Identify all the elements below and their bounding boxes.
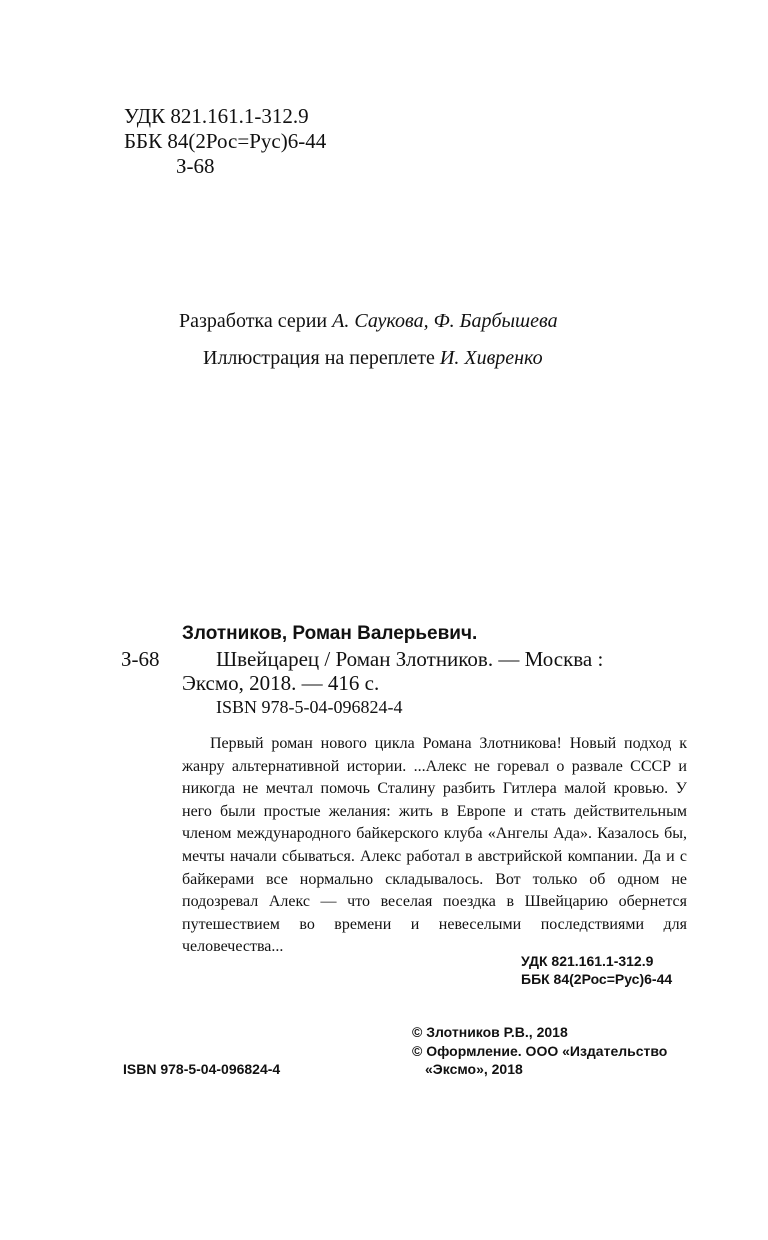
author-heading: Злотников, Роман Валерьевич.: [182, 623, 478, 644]
copyright-design-line1: © Оформление. ООО «Издательство: [412, 1043, 668, 1059]
footer-udk-code: УДК 821.161.1-312.9: [521, 953, 654, 969]
copyright-author: © Злотников Р.В., 2018: [412, 1024, 568, 1040]
copyright-design-line2: «Эксмо», 2018: [425, 1061, 523, 1077]
illustration-label: Иллюстрация на переплете: [203, 347, 435, 369]
bib-description-line1: Швейцарец / Роман Злотников. — Москва :: [216, 647, 604, 671]
series-design-label: Разработка серии: [179, 310, 328, 332]
author-mark: З-68: [121, 647, 160, 671]
series-design-credit: [179, 309, 558, 333]
bbk-code: ББК 84(2Рос=Рус)6-44: [124, 129, 327, 153]
illustration-name: И. Хивренко: [439, 347, 543, 369]
author-mark-top: З-68: [176, 154, 215, 178]
udk-code: УДК 821.161.1-312.9: [124, 104, 309, 128]
footer-isbn: ISBN 978-5-04-096824-4: [123, 1061, 281, 1077]
illustration-credit: [203, 346, 543, 370]
series-design-names: А. Саукова, Ф. Барбышева: [332, 310, 558, 332]
bib-description-line2: Эксмо, 2018. — 416 с.: [182, 671, 380, 695]
footer-bbk-code: ББК 84(2Рос=Рус)6-44: [521, 971, 673, 987]
bib-isbn: ISBN 978-5-04-096824-4: [216, 697, 403, 717]
annotation: Первый роман нового цикла Романа Злотникова! Новый подход к жанру альтернативной истории. ...Алекс не горевал о развале СССР и никогда не мечтал помочь Сталину разбить Гитлера малой кровью. У него были простые желания: жить в Европе и стать действительным членом международного байкерского клуба «Ангелы Ада». Казалось бы, мечты начали сбываться. Алекс работал в австрийской компании. Да и с байкерами все нормально складывалось. Вот только об одном не подозревал Алекс — что веселая поездка в Швейцарию обернется путешествием во времени и невеселыми последствиями для человечества...: [182, 735, 687, 956]
